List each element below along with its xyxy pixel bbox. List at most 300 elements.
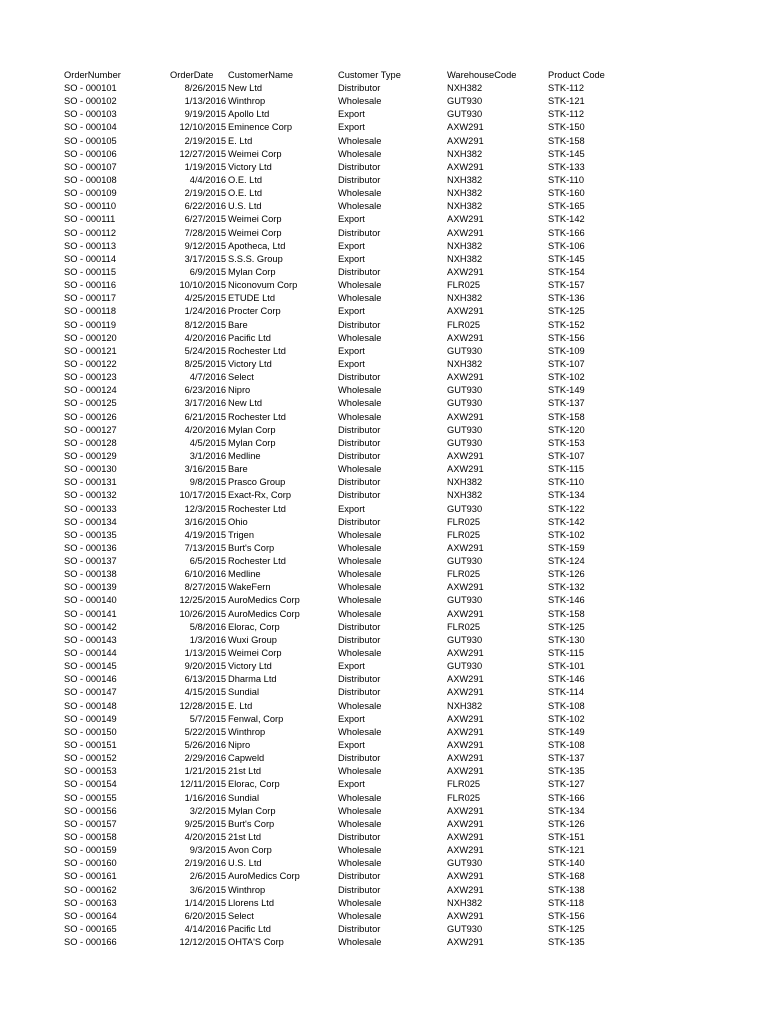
customer-name-cell: Burt's Corp [228,818,275,829]
product-code-cell: STK-102 [548,713,585,724]
order-number-cell: SO - 000143 [64,634,117,645]
order-date-cell: 1/16/2016 [184,792,226,803]
customer-type-cell: Distributor [338,372,381,383]
customer-name-cell: Pacific Ltd [228,332,271,343]
order-number-cell: SO - 000155 [64,792,117,803]
customer-name-cell: 21st Ltd [228,766,262,777]
table-row [64,673,624,686]
order-number-cell: SO - 000144 [64,648,117,659]
product-code-cell: STK-127 [548,779,585,790]
order-date-cell: 4/19/2015 [184,529,226,540]
order-date-cell: 3/16/2015 [184,516,226,527]
customer-name-cell: Medline [228,569,261,580]
warehouse-code-cell: AXW291 [447,161,484,172]
warehouse-code-cell: AXW291 [447,135,484,146]
order-number-cell: SO - 000126 [64,411,117,422]
warehouse-code-cell: NXH382 [447,83,483,93]
customer-type-cell: Wholesale [338,280,382,291]
product-code-cell: STK-121 [548,96,585,107]
table-row [64,424,624,437]
table-row [64,319,624,332]
order-date-cell: 8/26/2015 [184,83,226,93]
product-code-cell: STK-125 [548,924,585,934]
order-date-cell: 3/6/2015 [189,884,226,895]
product-code-cell: STK-133 [548,161,585,172]
customer-name-cell: Procter Corp [228,306,281,317]
order-date-cell: 12/27/2015 [179,148,226,159]
order-number-cell: SO - 000150 [64,726,117,737]
customer-name-cell: Victory Ltd [228,661,272,672]
order-number-cell: SO - 000137 [64,556,117,567]
customer-name-cell: Apotheca, Ltd [228,240,286,251]
warehouse-code-cell: AXW291 [447,937,484,948]
customer-name-cell: Winthrop [228,884,266,895]
order-date-cell: 6/9/2015 [189,266,226,277]
warehouse-code-cell: GUT930 [447,96,483,107]
table-row [64,279,624,292]
product-code-cell: STK-108 [548,700,585,711]
table-row [64,476,624,489]
spreadsheet-table [64,68,624,949]
order-number-cell: SO - 000110 [64,201,117,212]
customer-type-cell: Wholesale [338,201,382,212]
order-date-cell: 8/25/2015 [184,358,226,369]
warehouse-code-cell: AXW291 [447,832,484,843]
customer-name-cell: Mylan Corp [228,266,276,277]
order-number-cell: SO - 000160 [64,858,117,869]
product-code-cell: STK-125 [548,621,585,632]
table-row [64,397,624,410]
order-number-cell: SO - 000147 [64,687,117,698]
order-number-cell: SO - 000121 [64,345,117,356]
product-code-cell: STK-146 [548,674,585,685]
order-number-cell: SO - 000134 [64,516,117,527]
customer-name-cell: Mylan Corp [228,424,276,435]
warehouse-code-cell: AXW291 [447,266,484,277]
customer-type-cell: Export [338,661,365,672]
customer-type-cell: Wholesale [338,582,382,593]
table-row [64,923,624,936]
customer-name-cell: Capweld [228,753,265,764]
warehouse-code-cell: GUT930 [447,503,483,514]
table-row [64,161,624,174]
order-date-cell: 5/26/2016 [184,740,226,751]
customer-name-cell: Weimei Corp [228,648,282,659]
customer-name-cell: Bare [228,464,248,475]
header-product-code: Product Code [548,70,605,80]
order-date-cell: 2/6/2015 [189,871,226,882]
product-code-cell: STK-122 [548,503,585,514]
order-date-cell: 9/12/2015 [184,240,226,251]
order-date-cell: 4/20/2016 [184,424,226,435]
order-number-cell: SO - 000146 [64,674,117,685]
customer-name-cell: Mylan Corp [228,805,276,816]
warehouse-code-cell: AXW291 [447,805,484,816]
order-date-cell: 3/16/2015 [184,464,226,475]
customer-type-cell: Wholesale [338,818,382,829]
customer-type-cell: Export [338,306,365,317]
order-number-cell: SO - 000157 [64,818,117,829]
order-date-cell: 9/19/2015 [184,109,226,120]
warehouse-code-cell: AXW291 [447,306,484,317]
warehouse-code-cell: AXW291 [447,740,484,751]
table-row [64,831,624,844]
product-code-cell: STK-124 [548,556,585,567]
order-date-cell: 4/15/2015 [184,687,226,698]
customer-type-cell: Wholesale [338,385,382,396]
warehouse-code-cell: AXW291 [447,608,484,619]
order-number-cell: SO - 000141 [64,608,117,619]
table-row [64,437,624,450]
warehouse-code-cell: AXW291 [447,713,484,724]
customer-name-cell: Exact-Rx, Corp [228,490,292,501]
order-number-cell: SO - 000159 [64,845,117,856]
table-row [64,792,624,805]
warehouse-code-cell: GUT930 [447,345,483,356]
table-row [64,647,624,660]
customer-type-cell: Wholesale [338,937,382,948]
customer-name-cell: Weimei Corp [228,227,282,238]
table-row [64,844,624,857]
order-number-cell: SO - 000119 [64,319,117,330]
table-row [64,568,624,581]
warehouse-code-cell: GUT930 [447,858,483,869]
customer-name-cell: Apollo Ltd [228,109,270,120]
table-row [64,581,624,594]
customer-name-cell: Fenwal, Corp [228,713,284,724]
customer-type-cell: Distributor [338,634,381,645]
customer-type-cell: Wholesale [338,529,382,540]
table-row [64,608,624,621]
order-date-cell: 2/19/2016 [184,858,226,869]
order-number-cell: SO - 000166 [64,937,117,948]
table-row [64,700,624,713]
product-code-cell: STK-159 [548,542,585,553]
customer-type-cell: Wholesale [338,148,382,159]
customer-type-cell: Wholesale [338,293,382,304]
product-code-cell: STK-112 [548,109,584,120]
table-row [64,936,624,949]
warehouse-code-cell: AXW291 [447,582,484,593]
order-date-cell: 1/21/2015 [184,766,226,777]
order-number-cell: SO - 000129 [64,450,117,461]
product-code-cell: STK-137 [548,398,585,409]
customer-type-cell: Wholesale [338,792,382,803]
customer-type-cell: Distributor [338,83,381,93]
order-date-cell: 5/7/2015 [189,713,226,724]
order-number-cell: SO - 000153 [64,766,117,777]
customer-type-cell: Export [338,240,365,251]
table-row [64,884,624,897]
order-date-cell: 12/25/2015 [179,595,226,606]
order-number-cell: SO - 000131 [64,477,117,488]
product-code-cell: STK-152 [548,319,585,330]
customer-name-cell: Llorens Ltd [228,897,274,908]
order-number-cell: SO - 000103 [64,109,117,120]
customer-name-cell: Weimei Corp [228,148,282,159]
order-date-cell: 9/20/2015 [184,661,226,672]
order-date-cell: 1/19/2015 [184,161,226,172]
table-row [64,148,624,161]
header-warehouse-code: WarehouseCode [447,70,517,80]
header-row [64,68,624,82]
customer-type-cell: Wholesale [338,556,382,567]
order-date-cell: 2/29/2016 [184,753,226,764]
order-number-cell: SO - 000164 [64,910,117,921]
warehouse-code-cell: FLR025 [447,792,481,803]
warehouse-code-cell: AXW291 [447,766,484,777]
warehouse-code-cell: AXW291 [447,450,484,461]
order-number-cell: SO - 000148 [64,700,117,711]
table-row [64,713,624,726]
customer-type-cell: Wholesale [338,464,382,475]
order-date-cell: 8/12/2015 [184,319,226,330]
order-date-cell: 1/13/2015 [184,648,226,659]
customer-type-cell: Wholesale [338,648,382,659]
order-date-cell: 9/25/2015 [184,818,226,829]
customer-type-cell: Export [338,358,365,369]
table-row [64,529,624,542]
warehouse-code-cell: AXW291 [447,726,484,737]
table-row [64,305,624,318]
customer-name-cell: Wuxi Group [228,634,277,645]
order-number-cell: SO - 000127 [64,424,117,435]
product-code-cell: STK-108 [548,740,585,751]
warehouse-code-cell: AXW291 [447,214,484,225]
warehouse-code-cell: AXW291 [447,674,484,685]
header-customer-type: Customer Type [338,70,401,80]
table-row [64,227,624,240]
customer-name-cell: OHTA'S Corp [228,937,284,948]
product-code-cell: STK-135 [548,937,585,948]
table-row [64,384,624,397]
product-code-cell: STK-158 [548,608,585,619]
header-order-date: OrderDate [170,70,214,80]
warehouse-code-cell: FLR025 [447,280,481,291]
order-number-cell: SO - 000124 [64,385,117,396]
customer-type-cell: Wholesale [338,595,382,606]
warehouse-code-cell: GUT930 [447,661,483,672]
customer-type-cell: Distributor [338,437,381,448]
table-row [64,174,624,187]
product-code-cell: STK-121 [548,845,585,856]
product-code-cell: STK-102 [548,529,585,540]
product-code-cell: STK-106 [548,240,585,251]
product-code-cell: STK-138 [548,884,585,895]
order-number-cell: SO - 000108 [64,174,117,185]
warehouse-code-cell: AXW291 [447,542,484,553]
product-code-cell: STK-136 [548,293,585,304]
table-row [64,686,624,699]
product-code-cell: STK-150 [548,122,585,133]
product-code-cell: STK-168 [548,871,585,882]
order-number-cell: SO - 000122 [64,358,117,369]
product-code-cell: STK-156 [548,332,585,343]
warehouse-code-cell: AXW291 [447,411,484,422]
order-date-cell: 4/5/2015 [189,437,226,448]
product-code-cell: STK-166 [548,792,585,803]
product-code-cell: STK-114 [548,687,584,698]
customer-type-cell: Wholesale [338,96,382,107]
order-number-cell: SO - 000161 [64,871,117,882]
order-date-cell: 1/14/2015 [184,897,226,908]
order-number-cell: SO - 000115 [64,266,117,277]
customer-name-cell: Rochester Ltd [228,345,286,356]
warehouse-code-cell: FLR025 [447,779,481,790]
customer-name-cell: Niconovum Corp [228,280,298,291]
table-row [64,292,624,305]
warehouse-code-cell: NXH382 [447,201,483,212]
order-date-cell: 6/21/2015 [184,411,226,422]
product-code-cell: STK-165 [548,201,585,212]
customer-name-cell: Dharma Ltd [228,674,277,685]
product-code-cell: STK-102 [548,372,585,383]
customer-name-cell: Trigen [228,529,255,540]
warehouse-code-cell: GUT930 [447,398,483,409]
customer-name-cell: 21st Ltd [228,832,262,843]
warehouse-code-cell: AXW291 [447,332,484,343]
customer-type-cell: Export [338,503,365,514]
product-code-cell: STK-110 [548,477,584,488]
order-number-cell: SO - 000151 [64,740,117,751]
order-number-cell: SO - 000156 [64,805,117,816]
customer-name-cell: Burt's Corp [228,542,275,553]
customer-name-cell: U.S. Ltd [228,201,262,212]
customer-name-cell: ETUDE Ltd [228,293,276,304]
order-date-cell: 3/17/2016 [184,398,226,409]
table-row [64,778,624,791]
product-code-cell: STK-115 [548,464,584,475]
table-row [64,200,624,213]
order-date-cell: 2/19/2015 [184,135,226,146]
order-number-cell: SO - 000101 [64,83,117,93]
table-row [64,450,624,463]
order-date-cell: 10/17/2015 [179,490,226,501]
table-row [64,818,624,831]
product-code-cell: STK-112 [548,83,584,93]
customer-name-cell: Weimei Corp [228,214,282,225]
product-code-cell: STK-166 [548,227,585,238]
customer-type-cell: Wholesale [338,910,382,921]
order-number-cell: SO - 000139 [64,582,117,593]
table-row [64,910,624,923]
customer-type-cell: Distributor [338,266,381,277]
order-date-cell: 6/20/2015 [184,910,226,921]
warehouse-code-cell: NXH382 [447,188,483,199]
customer-type-cell: Wholesale [338,845,382,856]
customer-type-cell: Export [338,740,365,751]
table-row [64,897,624,910]
header-customer-name: CustomerName [228,70,294,80]
customer-type-cell: Export [338,253,365,264]
customer-name-cell: Elorac, Corp [228,779,280,790]
order-date-cell: 6/23/2016 [184,385,226,396]
product-code-cell: STK-132 [548,582,585,593]
order-date-cell: 3/17/2015 [184,253,226,264]
table-body [64,82,624,949]
customer-type-cell: Wholesale [338,398,382,409]
order-number-cell: SO - 000154 [64,779,117,790]
table-row [64,555,624,568]
order-date-cell: 4/7/2016 [189,372,226,383]
customer-type-cell: Distributor [338,871,381,882]
product-code-cell: STK-137 [548,753,585,764]
customer-name-cell: New Ltd [228,398,263,409]
customer-type-cell: Distributor [338,161,381,172]
customer-type-cell: Distributor [338,174,381,185]
order-number-cell: SO - 000138 [64,569,117,580]
customer-name-cell: Prasco Group [228,477,286,488]
warehouse-code-cell: AXW291 [447,687,484,698]
product-code-cell: STK-110 [548,174,584,185]
product-code-cell: STK-158 [548,411,585,422]
product-code-cell: STK-156 [548,910,585,921]
warehouse-code-cell: AXW291 [447,122,484,133]
order-date-cell: 6/5/2015 [189,556,226,567]
warehouse-code-cell: GUT930 [447,424,483,435]
order-number-cell: SO - 000136 [64,542,117,553]
table-row [64,489,624,502]
customer-type-cell: Distributor [338,674,381,685]
customer-type-cell: Wholesale [338,805,382,816]
table-row [64,332,624,345]
table-row [64,345,624,358]
table-row [64,213,624,226]
order-date-cell: 5/24/2015 [184,345,226,356]
order-date-cell: 1/3/2016 [189,634,226,645]
order-date-cell: 12/12/2015 [179,937,226,948]
order-number-cell: SO - 000149 [64,713,117,724]
customer-name-cell: E. Ltd [228,135,253,146]
table-row [64,253,624,266]
warehouse-code-cell: GUT930 [447,595,483,606]
order-date-cell: 4/4/2016 [189,174,226,185]
order-number-cell: SO - 000113 [64,240,117,251]
order-date-cell: 4/25/2015 [184,293,226,304]
order-number-cell: SO - 000163 [64,897,117,908]
order-number-cell: SO - 000135 [64,529,117,540]
order-number-cell: SO - 000105 [64,135,117,146]
product-code-cell: STK-126 [548,569,585,580]
warehouse-code-cell: NXH382 [447,490,483,501]
product-code-cell: STK-158 [548,135,585,146]
customer-type-cell: Wholesale [338,858,382,869]
customer-name-cell: Rochester Ltd [228,411,286,422]
product-code-cell: STK-130 [548,634,585,645]
order-number-cell: SO - 000112 [64,227,117,238]
warehouse-code-cell: AXW291 [447,227,484,238]
table-row [64,594,624,607]
warehouse-code-cell: AXW291 [447,884,484,895]
warehouse-code-cell: NXH382 [447,293,483,304]
customer-name-cell: Sundial [228,792,260,803]
table-row [64,726,624,739]
table-row [64,542,624,555]
order-number-cell: SO - 000120 [64,332,117,343]
order-number-cell: SO - 000102 [64,96,117,107]
customer-name-cell: Nipro [228,385,251,396]
customer-type-cell: Distributor [338,490,381,501]
product-code-cell: STK-145 [548,148,585,159]
order-date-cell: 1/13/2016 [184,96,226,107]
warehouse-code-cell: NXH382 [447,358,483,369]
warehouse-code-cell: AXW291 [447,753,484,764]
product-code-cell: STK-101 [548,661,585,672]
order-date-cell: 4/20/2015 [184,832,226,843]
order-date-cell: 3/2/2015 [189,805,226,816]
order-date-cell: 2/19/2015 [184,188,226,199]
order-date-cell: 12/10/2015 [179,122,226,133]
